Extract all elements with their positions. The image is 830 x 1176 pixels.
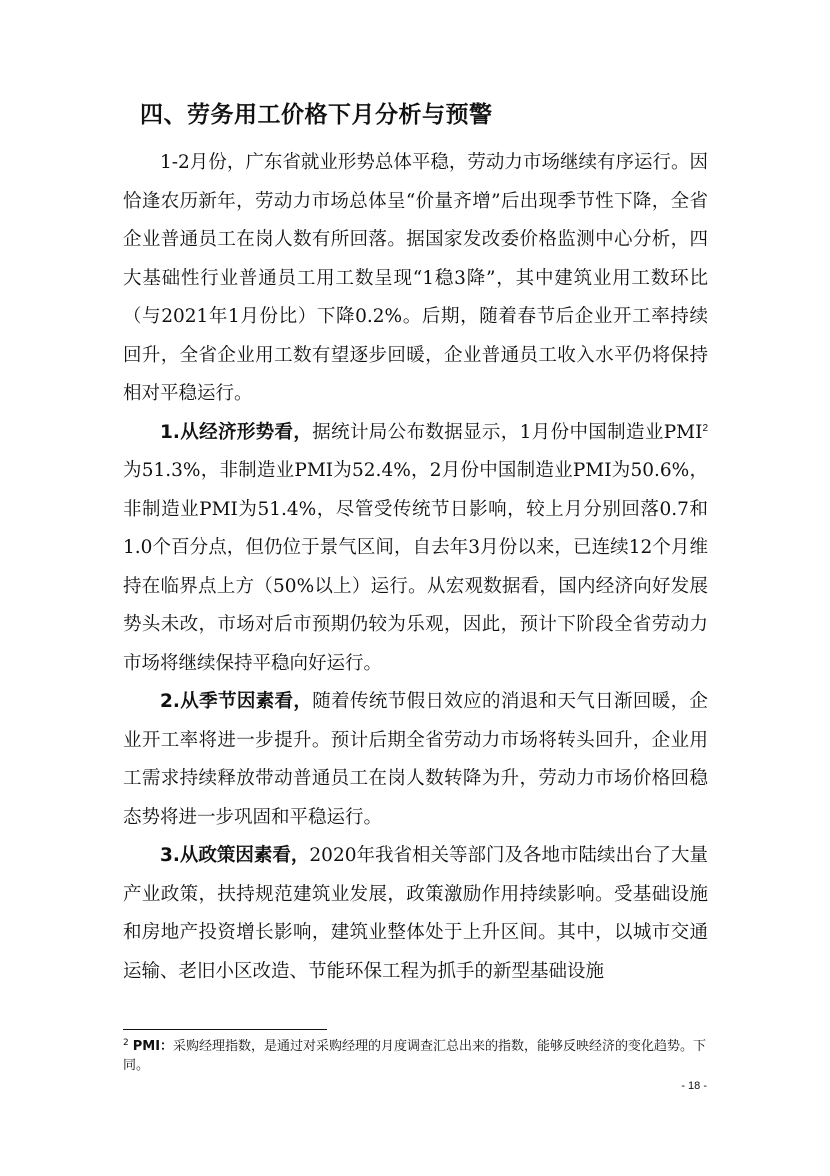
footnote-term: PMI： bbox=[132, 1039, 174, 1054]
paragraph-text: 随着传统节假日效应的消退和天气日渐回暖，企业开工率将进一步提升。预计后期全省劳动力市场将转头回升，企业用工需求持续释放带动普通员工在岗人数转降为升，劳动力市场价格回稳态势将进一步巩固和平稳运行。 bbox=[123, 691, 708, 828]
footnote bbox=[123, 1037, 713, 1075]
footnote-mark: 2 bbox=[123, 1037, 129, 1048]
paragraph-lead: 2.从季节因素看， bbox=[160, 691, 313, 712]
paragraph-text: 据统计局公布数据显示，1月份中国制造业PMI bbox=[312, 421, 703, 443]
paragraph-text: 2020年我省相关等部门及各地市陆续出台了大量产业政策，扶持规范建筑业发展，政策激励作用持续影响。受基础设施和房地产投资增长影响，建筑业整体处于上升区间。其中，以城市交通运输、老旧小区改造、节能环保工程为抓手的新型基础设施 bbox=[123, 845, 708, 982]
paragraph-economic-situation bbox=[123, 414, 708, 684]
body-text bbox=[123, 144, 708, 991]
paragraph-policy-factors bbox=[123, 837, 708, 991]
paragraph-lead: 1.从经济形势看， bbox=[160, 421, 313, 443]
footnote-divider bbox=[123, 1029, 327, 1030]
section-title: 四、劳务用工价格下月分析与预警 bbox=[140, 102, 493, 128]
paragraph-text: 为51.3%，非制造业PMI为52.4%，2月份中国制造业PMI为50.6%，非制造业PMI为51.4%，尽管受传统节日影响，较上月分别回落0.7和1.0个百分点，但仍位于景气区间，自去年3月份以来，已连续12个月维持在临界点上方（50%以上）运行。从宏观数据看，国内经济向好发展势头未改，市场对后市预期仍较为乐观，因此，预计下阶段全省劳动力市场将继续保持平稳向好运行。 bbox=[123, 460, 708, 674]
footnote-reference[interactable]: 2 bbox=[702, 422, 708, 434]
paragraph-lead: 3.从政策因素看， bbox=[160, 845, 310, 866]
paragraph-seasonal-factors bbox=[123, 683, 708, 837]
paragraph-overview bbox=[123, 144, 708, 414]
paragraph-text: 1-2月份，广东省就业形势总体平稳，劳动力市场继续有序运行。因恰逢农历新年，劳动力市场总体呈“价量齐增”后出现季节性下降，全省企业普通员工在岗人数有所回落。据国家发改委价格监测中心分析，四大基础性行业普通员工用工数呈现“1稳3降”，其中建筑业用工数环比（与2021年1月份比）下降0.2%。后期，随着春节后企业开工率持续回升，全省企业用工数有望逐步回暖，企业普通员工收入水平仍将保持相对平稳运行。 bbox=[123, 152, 708, 404]
page-number: - 18 - bbox=[681, 1080, 707, 1092]
footnote-text: 采购经理指数，是通过对采购经理的月度调查汇总出来的指数，能够反映经济的变化趋势。下同。 bbox=[123, 1039, 707, 1073]
